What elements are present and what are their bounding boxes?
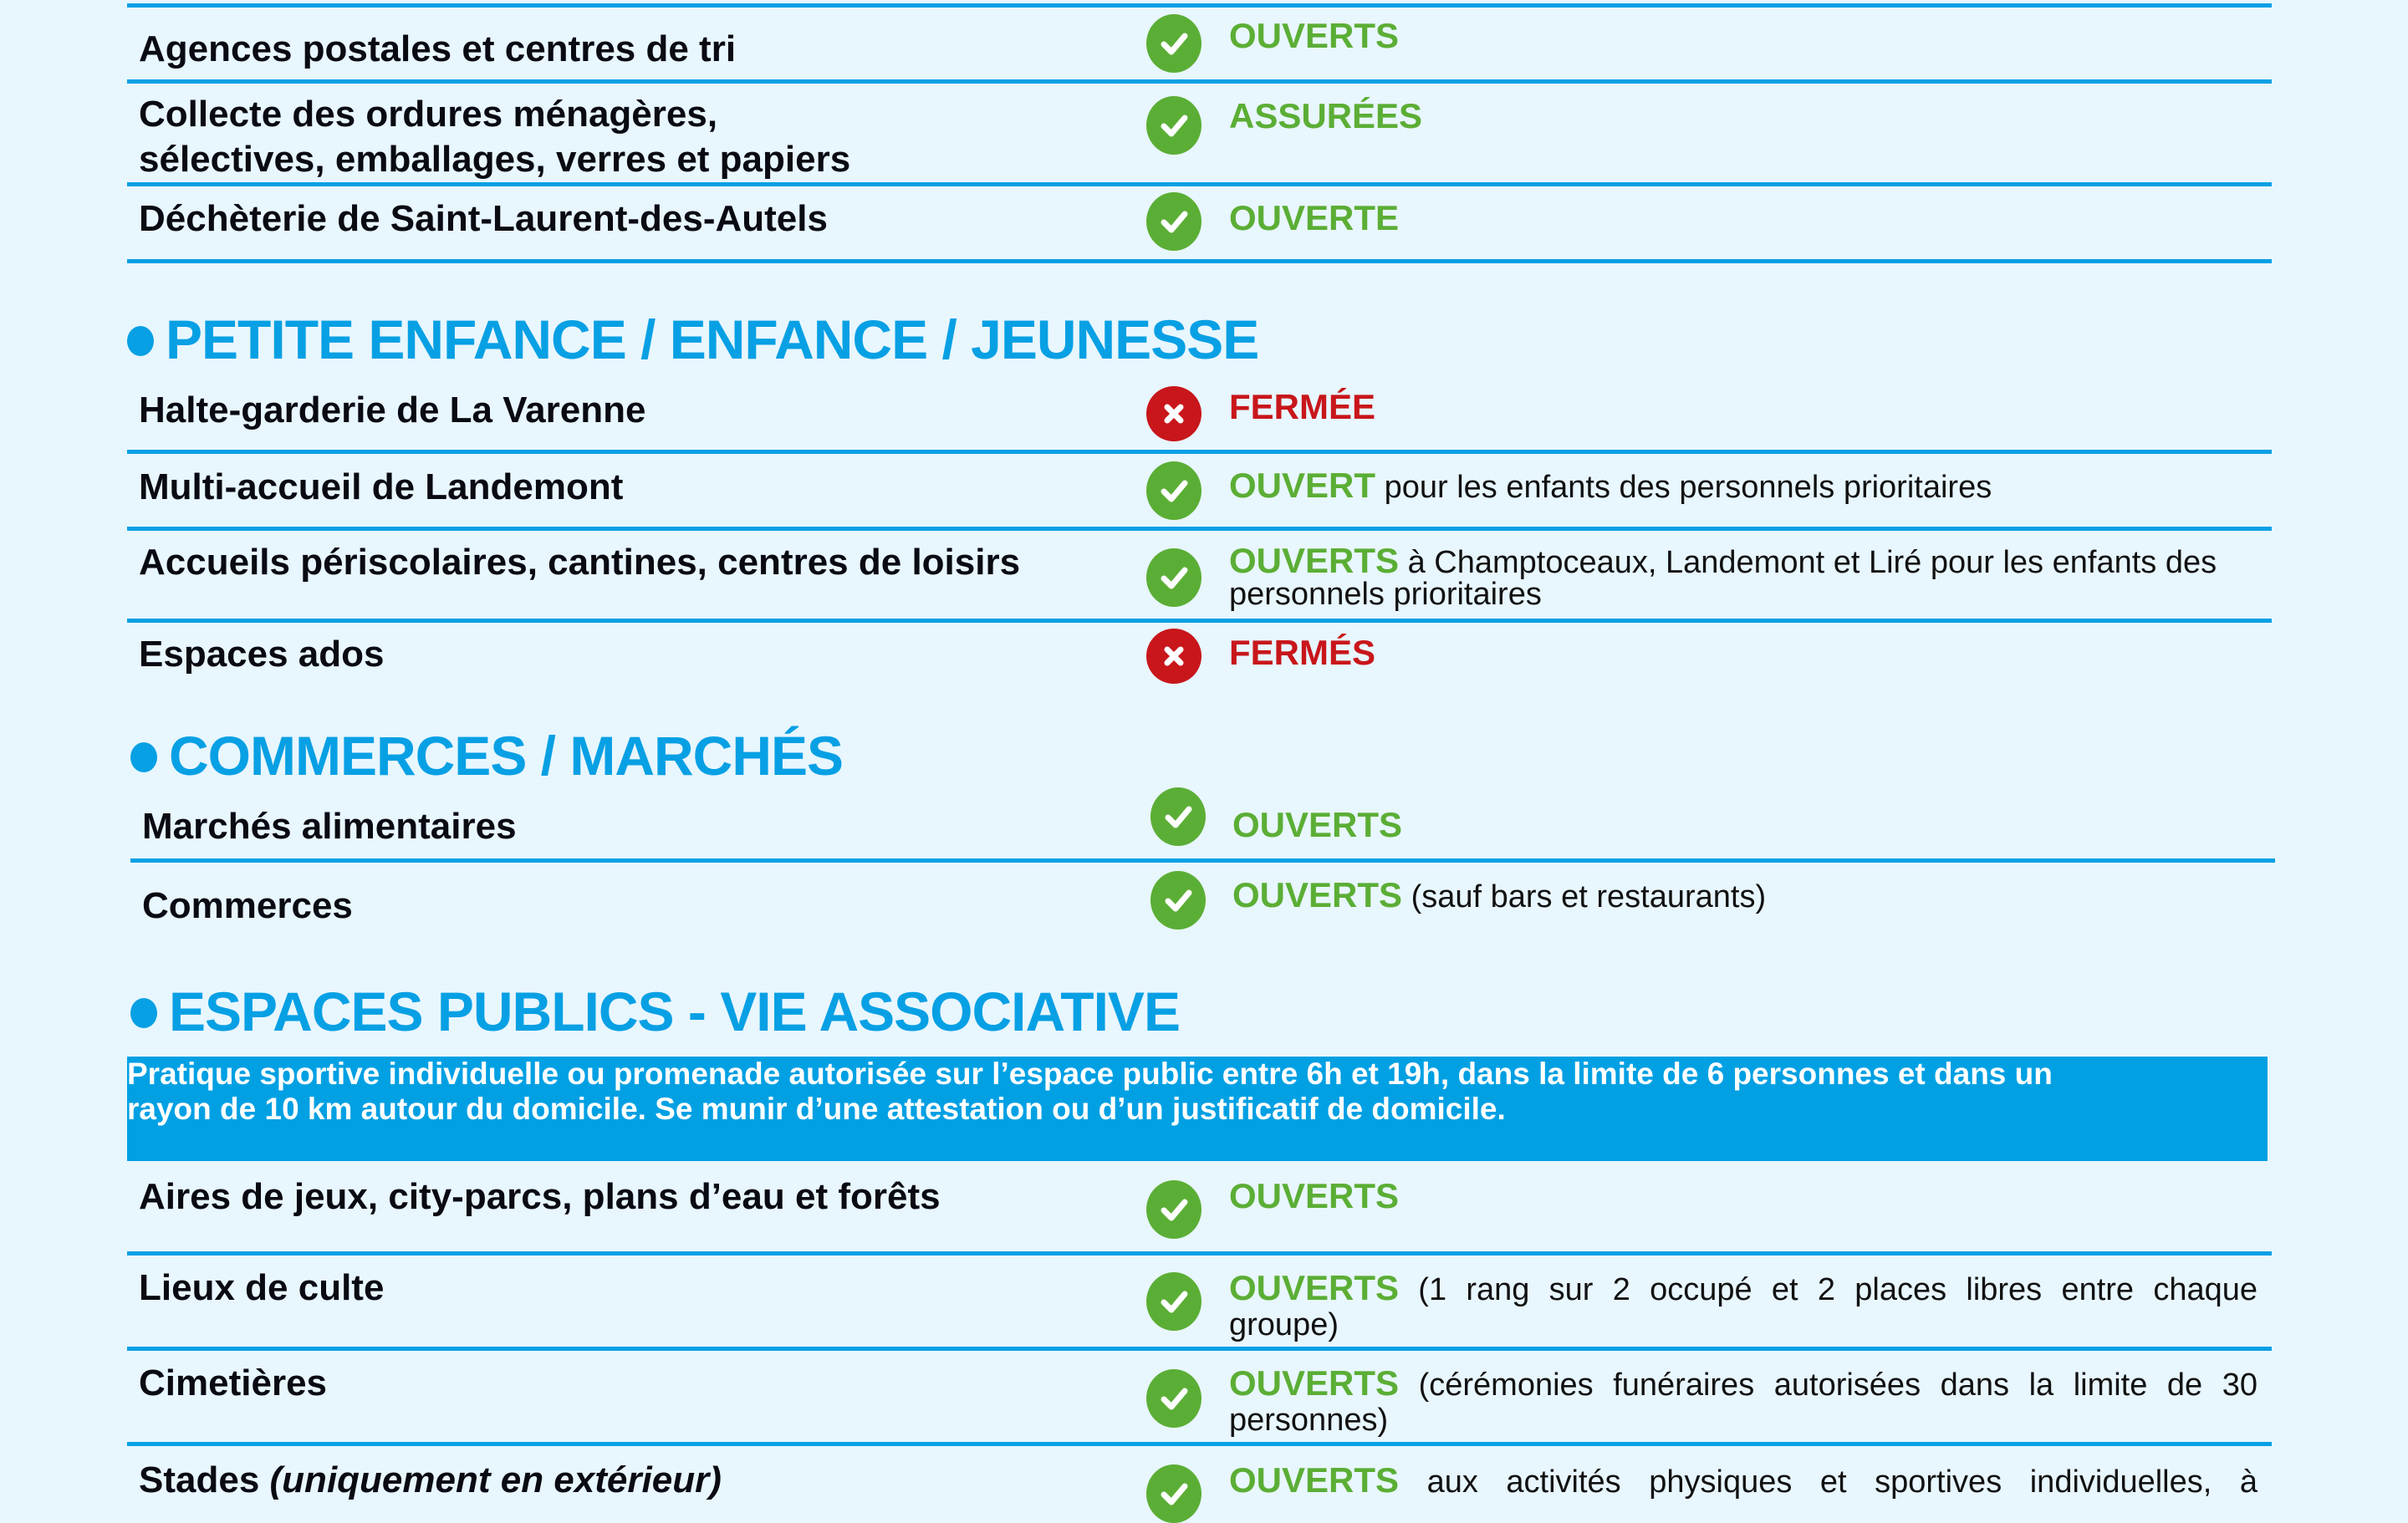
status-note: pour les enfants des personnels prioritaires <box>1384 470 1992 505</box>
status-badge: OUVERTS <box>1232 805 1403 844</box>
row-divider <box>127 1442 2272 1446</box>
status-note: (sauf bars et restaurants) <box>1411 879 1767 914</box>
row-divider <box>127 182 2272 186</box>
section-heading <box>130 722 843 789</box>
status-badge: OUVERTS <box>1229 1363 1400 1403</box>
row-label: Halte-garderie de La Varenne <box>139 390 646 430</box>
banner-line-2: rayon de 10 km autour du domicile. Se munir d’une attestation ou d’un justificatif de domicile. <box>127 1092 1506 1126</box>
row-status <box>1229 96 2258 135</box>
row-label: Multi-accueil de Landemont <box>139 466 624 507</box>
info-banner <box>127 1057 2268 1161</box>
bullet-icon <box>127 326 154 356</box>
check-icon <box>1150 871 1206 930</box>
row-divider <box>127 259 2272 263</box>
check-icon <box>1146 96 1201 155</box>
check-icon <box>1146 548 1201 607</box>
cross-icon <box>1146 386 1201 441</box>
status-badge: OUVERT <box>1229 466 1376 505</box>
status-badge: FERMÉS <box>1229 633 1376 672</box>
row-label-line-2: sélectives, emballages, verres et papiers <box>139 139 851 180</box>
section-title: ESPACES PUBLICS - VIE ASSOCIATIVE <box>169 981 1180 1042</box>
row-status <box>1229 1268 2258 1342</box>
row-label: Marchés alimentaires <box>142 806 517 847</box>
status-note: (cérémonies funéraires autorisées dans la limite de 30 personnes) <box>1229 1368 2258 1438</box>
row-divider <box>127 527 2272 531</box>
section-heading <box>127 306 1258 373</box>
status-badge: OUVERTS <box>1229 1176 1400 1215</box>
check-icon <box>1146 1272 1201 1331</box>
row-status <box>1229 1363 2258 1438</box>
section-title: PETITE ENFANCE / ENFANCE / JEUNESSE <box>166 308 1259 370</box>
row-label: Déchèterie de Saint-Laurent-des-Autels <box>139 198 828 239</box>
check-icon <box>1146 1369 1201 1428</box>
row-label-qualifier: (uniquement en extérieur) <box>269 1459 722 1500</box>
status-badge: OUVERTS <box>1229 16 1400 55</box>
status-badge: ASSURÉES <box>1229 96 1423 135</box>
row-status <box>1229 18 2258 55</box>
row-label: Commerces <box>142 885 353 926</box>
row-status <box>1232 875 2261 914</box>
check-icon <box>1146 1180 1201 1239</box>
bullet-icon <box>130 742 157 772</box>
row-label <box>139 1458 722 1503</box>
row-label: Aires de jeux, city-parcs, plans d’eau et forêts <box>139 1176 941 1217</box>
banner-line-1: Pratique sportive individuelle ou promenade autorisée sur l’espace public entre 6h et 19h, dans la limite de 6 personnes et dans un <box>127 1057 2053 1091</box>
check-icon <box>1146 192 1201 251</box>
row-status <box>1229 387 2258 426</box>
row-divider <box>127 3 2272 8</box>
row-divider <box>127 79 2272 84</box>
row-status <box>1229 1176 2258 1215</box>
row-status <box>1229 541 2258 612</box>
check-icon <box>1146 461 1201 520</box>
row-status <box>1229 1460 2258 1500</box>
row-label-main: Stades <box>139 1459 260 1500</box>
row-label-line-1: Collecte des ordures ménagères, <box>139 94 718 135</box>
row-status <box>1232 807 2261 844</box>
check-icon <box>1146 1464 1201 1523</box>
row-label: Accueils périscolaires, cantines, centres de loisirs <box>139 542 1021 583</box>
row-divider <box>127 619 2272 623</box>
row-status <box>1229 468 2258 505</box>
row-divider <box>127 1347 2272 1351</box>
row-divider <box>130 858 2275 863</box>
row-status <box>1229 198 2258 237</box>
status-badge: OUVERTS <box>1229 1460 1400 1500</box>
status-note: aux activités physiques et sportives individuelles, à <box>1426 1464 2258 1500</box>
row-label: Espaces ados <box>139 634 385 675</box>
status-badge: OUVERTS <box>1232 875 1403 914</box>
status-badge: OUVERTE <box>1229 198 1400 237</box>
check-icon <box>1150 787 1206 846</box>
row-status <box>1229 635 2258 672</box>
section-heading <box>130 978 1180 1045</box>
row-divider <box>127 450 2272 454</box>
status-badge: OUVERTS <box>1229 541 1400 580</box>
check-icon <box>1146 14 1201 73</box>
status-note: (1 rang sur 2 occupé et 2 places libres entre chaque groupe) <box>1229 1272 2258 1342</box>
bullet-icon <box>130 998 157 1028</box>
status-note: à Champtoceaux, Landemont et Liré pour les enfants des personnels prioritaires <box>1229 545 2217 612</box>
row-label: Cimetières <box>139 1363 328 1403</box>
status-badge: FERMÉE <box>1229 387 1376 426</box>
row-divider <box>127 1251 2272 1256</box>
row-label: Lieux de culte <box>139 1267 385 1308</box>
status-badge: OUVERTS <box>1229 1268 1400 1307</box>
cross-icon <box>1146 629 1201 684</box>
section-title: COMMERCES / MARCHÉS <box>169 725 844 787</box>
row-label: Agences postales et centres de tri <box>139 28 737 69</box>
